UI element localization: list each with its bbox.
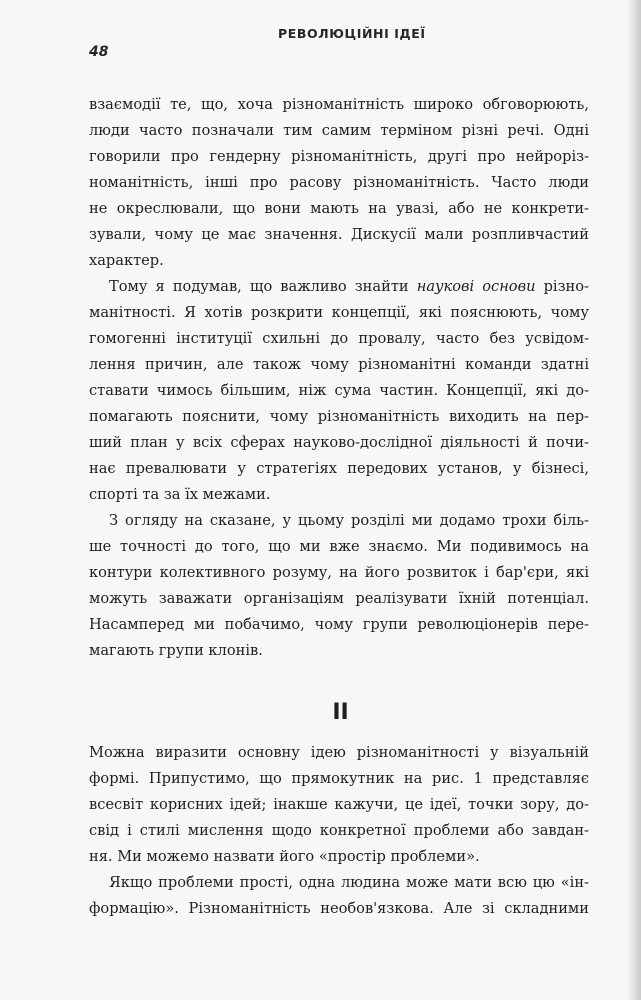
page-number: 48 xyxy=(89,44,109,60)
text-line: всесвіт корисних ідей; інакше кажучи, це ідеї, точки зору, до- xyxy=(89,796,589,813)
body-text-bottom xyxy=(89,740,589,922)
text-line: Можна виразити основну ідею різноманітності у візуальній xyxy=(89,744,589,761)
text-line: говорили про гендерну різноманітність, другі про нейроріз- xyxy=(89,148,589,165)
text-line: нає превалювати у стратегіях передових установ, у бізнесі, xyxy=(89,460,589,477)
text-line: зували, чому це має значення. Дискусії мали розпливчастий xyxy=(89,226,589,243)
text-line: гомогенні інституції схильні до провалу, часто без усвідом- xyxy=(89,330,589,347)
page-edge-shadow xyxy=(627,0,641,1000)
text-fragment: Тому я подумав, що важливо знайти xyxy=(109,278,417,295)
text-line: люди часто позначали тим самим терміном різні речі. Одні xyxy=(89,122,589,139)
text-line xyxy=(89,274,589,300)
text-line: можуть заважати організаціям реалізувати їхній потенціал. xyxy=(89,590,589,607)
body-text-top xyxy=(89,92,589,664)
text-line: лення причин, але також чому різноманітні команди здатні xyxy=(89,356,589,373)
text-line: не окреслювали, що вони мають на увазі, або не конкрети- xyxy=(89,200,589,217)
text-line: манітності. Я хотів розкрити концепції, які пояснюють, чому xyxy=(89,304,589,321)
text-line: магають групи клонів. xyxy=(89,642,263,659)
text-fragment: різно- xyxy=(535,278,589,295)
text-line: З огляду на сказане, у цьому розділі ми додамо трохи біль- xyxy=(109,512,589,529)
text-line: Насамперед ми побачимо, чому групи революціонерів пере- xyxy=(89,616,589,633)
text-line: ня. Ми можемо назвати його «простір проблеми». xyxy=(89,848,480,865)
text-line: номанітність, інші про расову різноманітність. Часто люди xyxy=(89,174,589,191)
emphasis-text: наукові основи xyxy=(416,278,536,295)
running-title: РЕВОЛЮЦІЙНІ ІДЕЇ xyxy=(278,26,426,41)
text-line: формі. Припустимо, що прямокутник на рис. 1 представляє xyxy=(89,770,589,787)
text-line: свід і стилі мислення щодо конкретної проблеми або завдан- xyxy=(89,822,589,839)
text-line: ше точності до того, що ми вже знаємо. Ми подивимось на xyxy=(89,538,589,555)
text-line: контури колективного розуму, на його розвиток і бар'єри, які xyxy=(89,564,589,581)
text-line: помагають пояснити, чому різноманітність виходить на пер- xyxy=(89,408,589,425)
section-heading: II xyxy=(332,700,349,725)
text-line: формацію». Різноманітність необов'язкова. Але зі складними xyxy=(89,900,589,917)
text-line: ший план у всіх сферах науково-дослідної діяльності й почи- xyxy=(89,434,589,451)
text-line: ставати чимось більшим, ніж сума частин. Концепції, які до- xyxy=(89,382,589,399)
text-line: взаємодії те, що, хоча різноманітність широко обговорюють, xyxy=(89,96,589,113)
text-line: Якщо проблеми прості, одна людина може мати всю цю «ін- xyxy=(109,874,589,891)
text-line: характер. xyxy=(89,252,164,269)
text-line: спорті та за їх межами. xyxy=(89,486,271,503)
